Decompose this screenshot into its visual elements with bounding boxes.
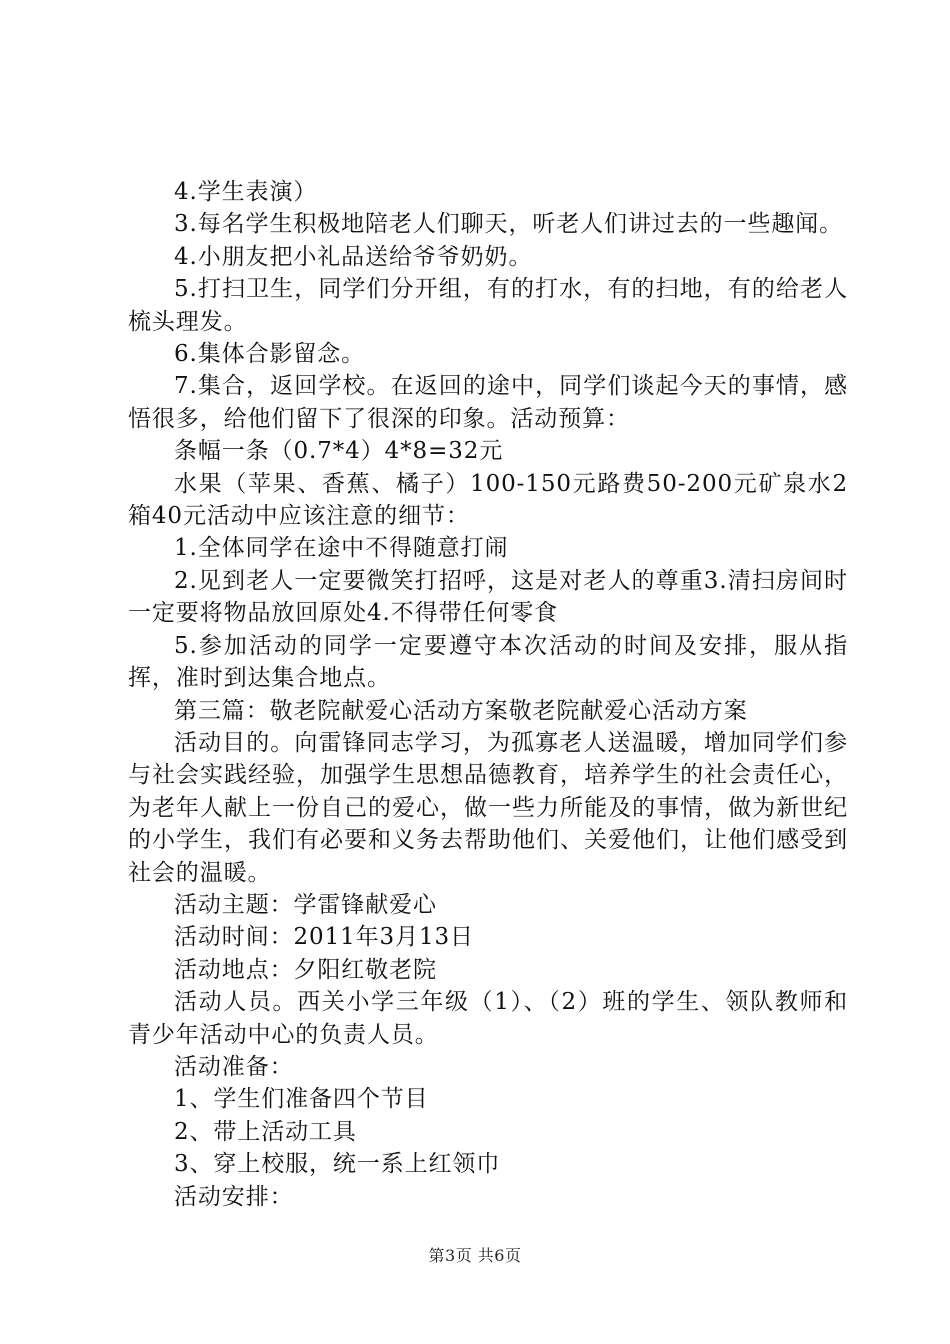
- paragraph: 1、学生们准备四个节目: [174, 1086, 429, 1113]
- paragraph: 活动目的。向雷锋同志学习，为孤寡老人送温暖，增加同学们参与社会实践经验，加强学生思想品德教育，培养学生的社会责任心，为老年人献上一份自己的爱心，做一些力所能及的事情，做为新世纪的小学生，我们有必要和义务去帮助他们、关爱他们，让他们感受到社会的温暖。: [128, 729, 848, 886]
- paragraph: 活动安排：: [174, 1183, 294, 1210]
- paragraph: 4.小朋友把小礼品送给爷爷奶奶。: [174, 243, 533, 270]
- paragraph: 活动主题：学雷锋献爱心: [174, 891, 437, 918]
- paragraph: 1.全体同学在途中不得随意打闹: [174, 535, 509, 562]
- paragraph: 5.打扫卫生，同学们分开组，有的打水，有的扫地，有的给老人梳头理发。: [128, 276, 848, 335]
- paragraph: 3.每名学生积极地陪老人们聊天，听老人们讲过去的一些趣闻。: [174, 211, 844, 238]
- paragraph: 活动人员。西关小学三年级（1）、（2）班的学生、领队教师和青少年活动中心的负责人员。: [128, 989, 848, 1048]
- paragraph: 5.参加活动的同学一定要遵守本次活动的时间及安排，服从指挥，准时到达集合地点。: [128, 632, 848, 692]
- paragraph: 2、带上活动工具: [174, 1118, 357, 1145]
- paragraph: 条幅一条（0.7*4）4*8=32元: [174, 438, 504, 465]
- paragraph: 活动时间：2011年3月13日: [174, 924, 474, 951]
- paragraph: 水果（苹果、香蕉、橘子）100-150元路费50-200元矿泉水2箱40元活动中应该注意的细节：: [128, 470, 848, 530]
- paragraph: 6.集体合影留念。: [174, 341, 366, 368]
- section-heading: 第三篇：敬老院献爱心活动方案敬老院献爱心活动方案: [174, 697, 748, 724]
- paragraph: 7.集合，返回学校。在返回的途中，同学们谈起今天的事情，感悟很多，给他们留下了很深的印象。活动预算：: [128, 373, 848, 432]
- page-footer: 第3页 共6页: [428, 1246, 522, 1265]
- paragraph: 3、穿上校服，统一系上红领巾: [174, 1151, 501, 1178]
- paragraph: 活动准备：: [174, 1053, 294, 1080]
- document-body: [128, 176, 848, 1213]
- paragraph: 2.见到老人一定要微笑打招呼，这是对老人的尊重3.清扫房间时一定要将物品放回原处4.不得带任何零食: [128, 567, 848, 627]
- paragraph: 活动地点：夕阳红敬老院: [174, 956, 437, 983]
- paragraph: 4.学生表演）: [174, 179, 318, 205]
